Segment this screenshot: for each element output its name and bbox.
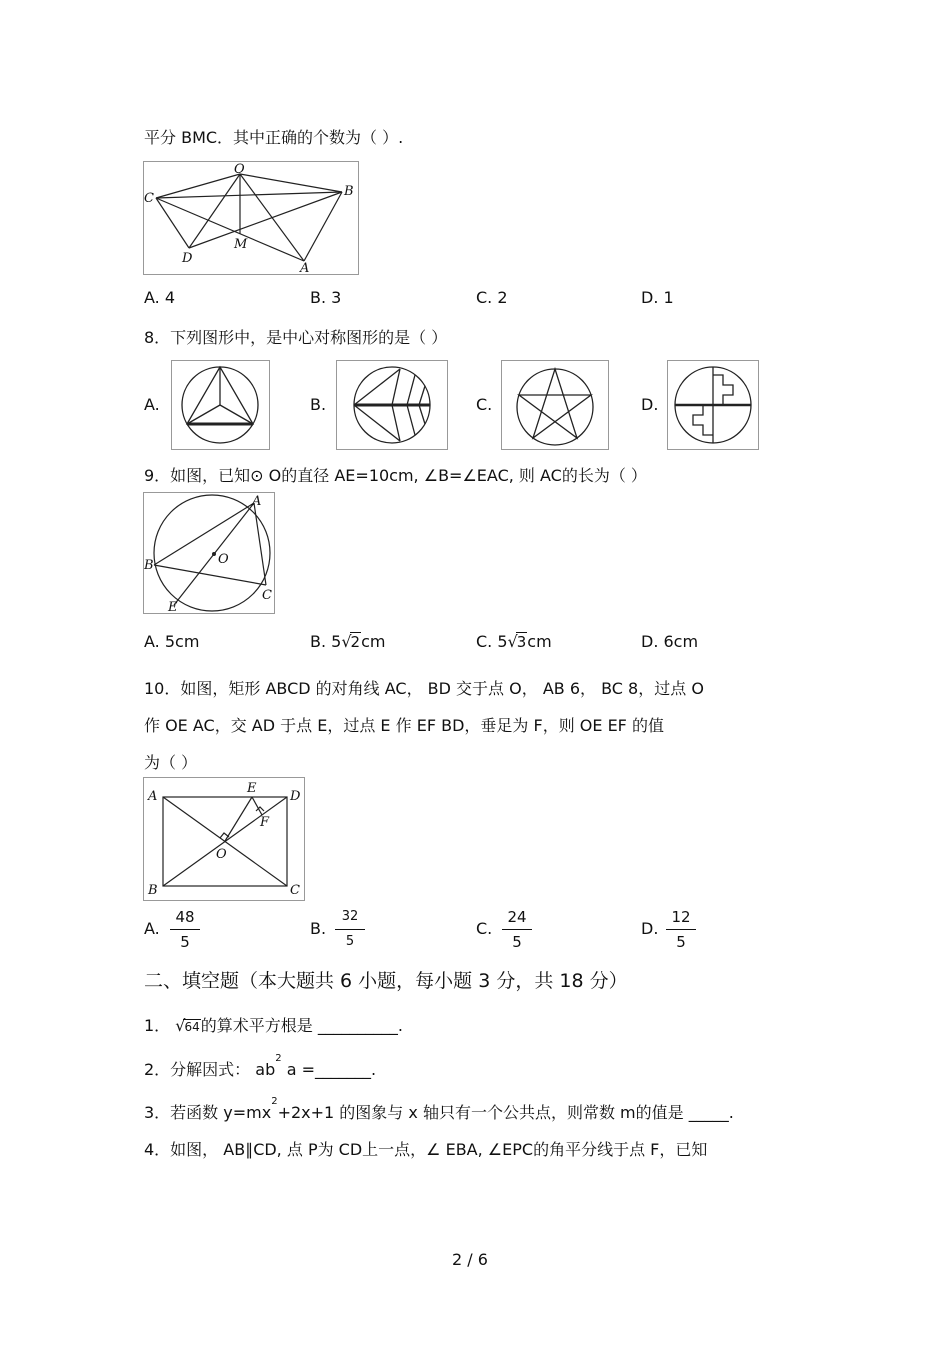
q10-option-c-letter: C.: [476, 919, 493, 938]
q10-label-d: D: [290, 789, 301, 804]
q7-option-b: B. 3: [310, 288, 342, 307]
q10-stem-line3: 为（ ）: [144, 753, 198, 772]
q8-option-c-letter: C.: [476, 395, 493, 414]
page-number: 2 / 6: [452, 1250, 488, 1269]
q8-option-b-figure: [336, 360, 448, 450]
q7-label-b: B: [344, 184, 354, 199]
q8-stem: 8．下列图形中，是中心对称图形的是（ ）: [144, 328, 448, 347]
q8-option-d-figure: [667, 360, 759, 450]
q7-label-a: A: [300, 261, 310, 274]
q9-option-c: C. 5√3cm: [476, 632, 552, 651]
q9-label-c: C: [262, 588, 272, 603]
q8-option-b-letter: B.: [310, 395, 327, 414]
q8-option-c-figure: [501, 360, 609, 450]
q7-figure: [143, 161, 359, 275]
q9-option-b: B. 5√2cm: [310, 632, 386, 651]
fill-q1: 1． √64的算术平方根是 __________.: [144, 1016, 403, 1035]
q9-label-b: B: [144, 558, 154, 573]
q9-label-o: O: [218, 552, 229, 567]
q10-option-d-fraction: $\frac{12}{5}$: [666, 905, 696, 954]
q10-option-c-fraction: $\frac{24}{5}$: [502, 905, 532, 954]
q10-option-a-fraction: $\frac{48}{5}$: [170, 905, 200, 954]
fill-q3: 3．若函数 $y=mx^2+2x+1$ 的图象与 x 轴只有一个公共点，则常数 m的值是 _____.: [144, 1096, 734, 1122]
q7-option-c: C. 2: [476, 288, 508, 307]
fill-q2: 2．分解因式： $ab^2$ a =_______.: [144, 1053, 377, 1079]
q10-label-o: O: [216, 847, 227, 862]
q10-label-a: A: [148, 789, 158, 804]
q9-stem: 9．如图，已知⊙ O的直径 AE=10cm, ∠B=∠EAC, 则 AC的长为（ ）: [144, 466, 647, 485]
q10-option-a-letter: A.: [144, 919, 160, 938]
q8-option-a-letter: A.: [144, 395, 160, 414]
q9-label-a: A: [252, 494, 262, 509]
q10-stem-line2: 作 OE AC，交 AD 于点 E，过点 E 作 EF BD，垂足为 F，则 OE EF 的值: [144, 716, 664, 735]
q9-option-a: A. 5cm: [144, 632, 200, 651]
section2-title: 二、填空题（本大题共 6 小题，每小题 3 分，共 18 分）: [144, 970, 628, 992]
q10-label-f: F: [260, 815, 270, 830]
q10-label-e: E: [247, 781, 257, 796]
fill-q4: 4．如图， AB∥CD, 点 P为 CD上一点，∠ EBA, ∠EPC的角平分线于点 F，已知: [144, 1140, 708, 1159]
q7-label-m: M: [234, 237, 248, 252]
q10-figure: [143, 777, 305, 901]
q10-label-c: C: [290, 883, 300, 898]
q9-option-d: D. 6cm: [641, 632, 699, 651]
q7-option-a: A. 4: [144, 288, 176, 307]
q7-label-c: C: [144, 191, 154, 206]
q10-label-b: B: [148, 883, 158, 898]
q7-stem-tail: 平分 BMC．其中正确的个数为（ ）.: [144, 128, 404, 147]
q9-label-e: E: [168, 600, 178, 613]
q10-stem-line1: 10．如图，矩形 ABCD 的对角线 AC， BD 交于点 O， AB 6， BC 8，过点 O: [144, 679, 704, 698]
q10-option-b-fraction: $\frac{32}{5}$: [335, 905, 365, 954]
q10-option-d-letter: D.: [641, 919, 659, 938]
q7-label-d: D: [182, 251, 193, 266]
q9-figure: [143, 492, 275, 614]
q8-option-d-letter: D.: [641, 395, 659, 414]
q10-option-b-letter: B.: [310, 919, 327, 938]
q8-option-a-figure: [171, 360, 270, 450]
q7-option-d: D. 1: [641, 288, 674, 307]
q7-label-o: O: [234, 162, 245, 177]
